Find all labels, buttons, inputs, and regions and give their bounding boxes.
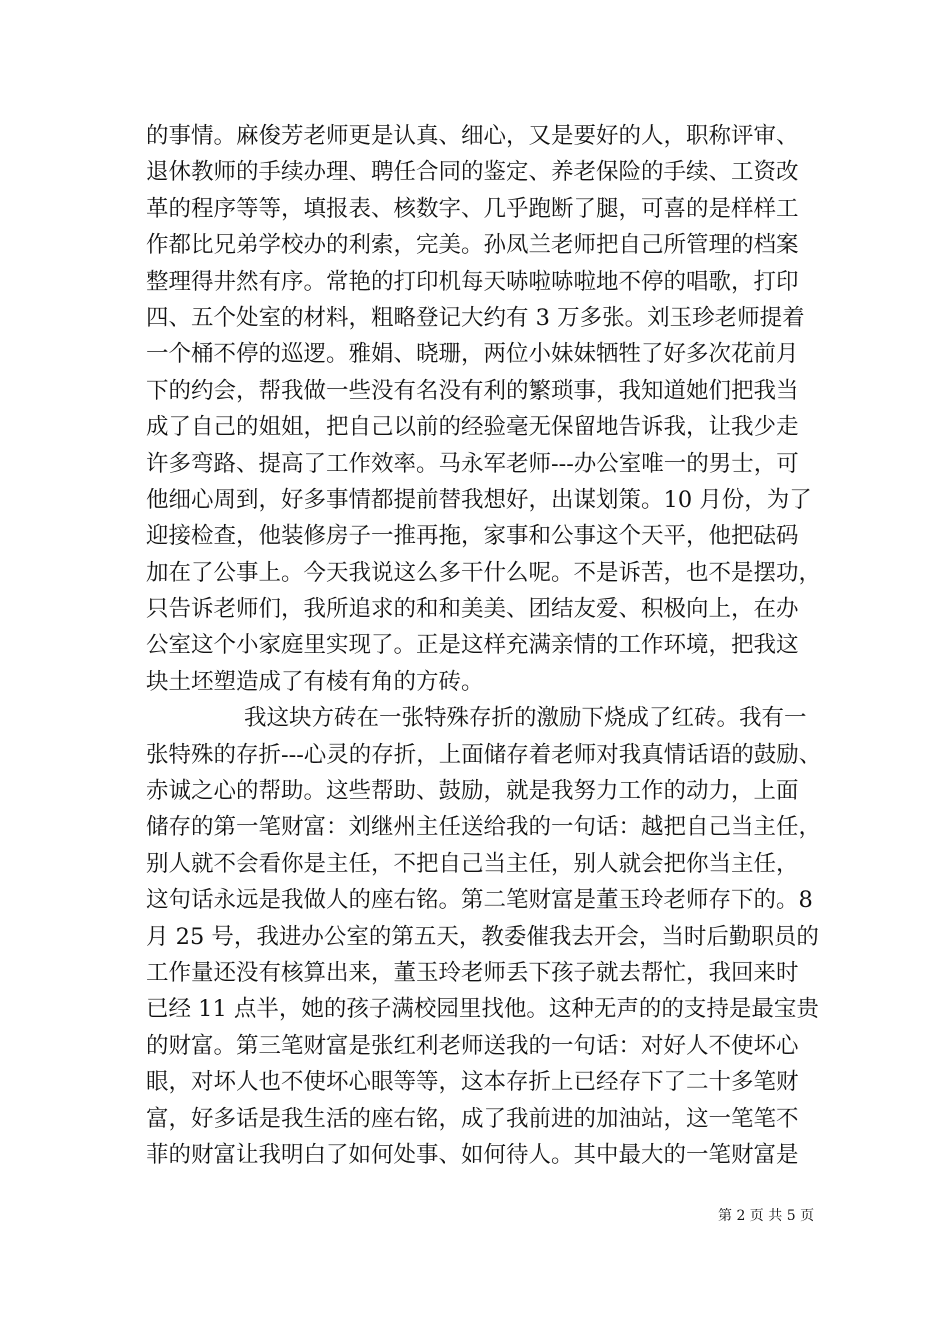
body-text <box>146 118 826 1173</box>
text-line: 许多弯路、提高了工作效率。马永军老师---办公室唯一的男士，可 <box>146 450 799 477</box>
text-line: 富，好多话是我生活的座右铭，成了我前进的加油站，这一笔笔不 <box>146 1105 799 1132</box>
page-number-footer: 第 2 页 共 5 页 <box>718 1208 815 1224</box>
text-line: 加在了公事上。今天我说这么多干什么呢。不是诉苦，也不是摆功， <box>146 559 822 586</box>
text-line: 已经 11 点半，她的孩子满校园里找他。这种无声的的支持是最宝贵 <box>146 996 819 1023</box>
paragraph-2 <box>146 700 826 1173</box>
text-line: 革的程序等等，填报表、核数字、几乎跑断了腿，可喜的是样样工 <box>146 195 799 222</box>
text-line: 赤诚之心的帮助。这些帮助、鼓励，就是我努力工作的动力，上面 <box>146 778 799 805</box>
text-line: 储存的第一笔财富：刘继州主任送给我的一句话：越把自己当主任， <box>146 814 822 841</box>
text-line: 公室这个小家庭里实现了。正是这样充满亲情的工作环境，把我这 <box>146 632 799 659</box>
text-line: 的事情。麻俊芳老师更是认真、细心，又是要好的人，职称评审、 <box>146 123 799 149</box>
text-line: 的财富。第三笔财富是张红利老师送我的一句话：对好人不使坏心 <box>146 1032 799 1059</box>
text-line: 张特殊的存折---心灵的存折，上面储存着老师对我真情话语的鼓励、 <box>146 741 822 768</box>
text-line-indented: 我这块方砖在一张特殊存折的激励下烧成了红砖。我有一 <box>244 705 807 732</box>
text-line: 四、五个处室的材料，粗略登记大约有 3 万多张。刘玉珍老师提着 <box>146 304 805 331</box>
text-line: 迎接检查，他装修房子一推再拖，家事和公事这个天平，他把砝码 <box>146 523 799 550</box>
paragraph-1 <box>146 118 826 700</box>
text-line: 月 25 号，我进办公室的第五天，教委催我去开会，当时后勤职员的 <box>146 923 819 950</box>
text-line: 一个桶不停的巡逻。雅娟、晓珊，两位小妹妹牺牲了好多次花前月 <box>146 341 799 368</box>
text-line: 成了自己的姐姐，把自己以前的经验毫无保留地告诉我，让我少走 <box>146 414 799 441</box>
text-line: 眼，对坏人也不使坏心眼等等，这本存折上已经存下了二十多笔财 <box>146 1069 799 1096</box>
text-line: 他细心周到，好多事情都提前替我想好，出谋划策。10 月份，为了 <box>146 486 812 513</box>
text-line: 只告诉老师们，我所追求的和和美美、团结友爱、积极向上，在办 <box>146 596 799 623</box>
text-line: 下的约会，帮我做一些没有名没有利的繁琐事，我知道她们把我当 <box>146 377 799 404</box>
text-line: 别人就不会看你是主任，不把自己当主任，别人就会把你当主任， <box>146 850 799 877</box>
text-line: 块土坯塑造成了有棱有角的方砖。 <box>146 668 484 695</box>
text-line: 整理得井然有序。常艳的打印机每天哧啦哧啦地不停的唱歌，打印 <box>146 268 799 295</box>
text-line: 作都比兄弟学校办的利索，完美。孙凤兰老师把自己所管理的档案 <box>146 232 799 259</box>
text-line: 这句话永远是我做人的座右铭。第二笔财富是董玉玲老师存下的。8 <box>146 887 813 914</box>
text-line: 菲的财富让我明白了如何处事、如何待人。其中最大的一笔财富是 <box>146 1141 799 1168</box>
text-line: 退休教师的手续办理、聘任合同的鉴定、养老保险的手续、工资改 <box>146 159 799 186</box>
text-line: 工作量还没有核算出来，董玉玲老师丢下孩子就去帮忙，我回来时 <box>146 959 799 986</box>
